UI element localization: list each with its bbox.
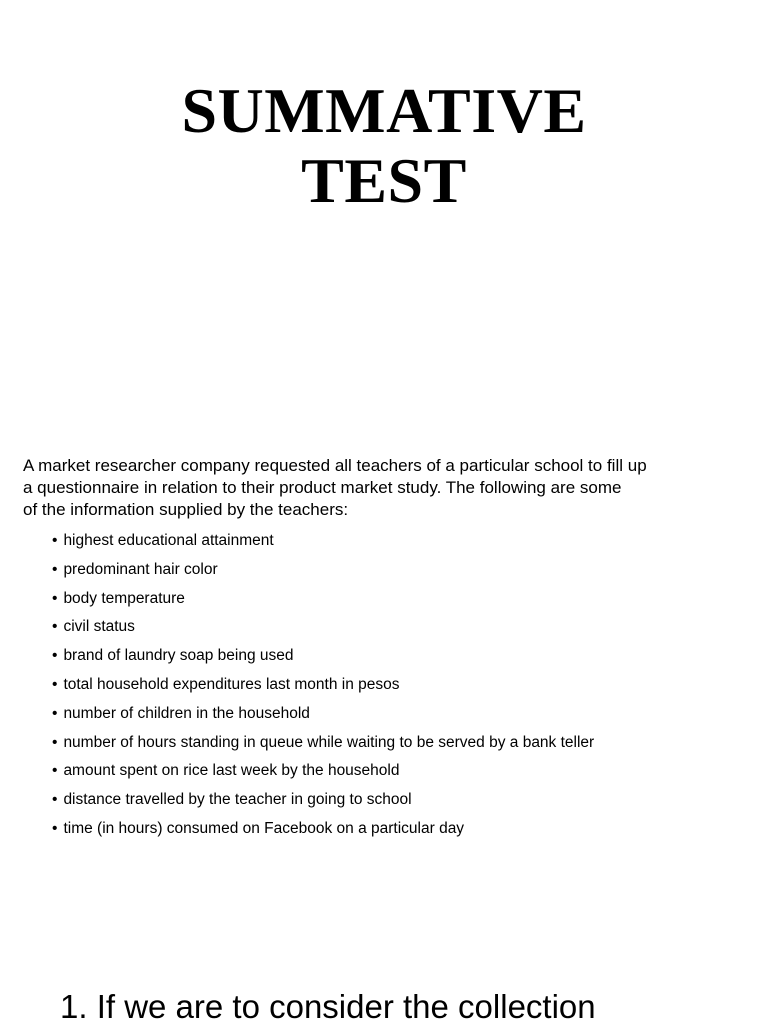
title-line-2: TEST <box>301 145 467 216</box>
question-text: 1. If we are to consider the collection <box>60 988 596 1025</box>
list-item: • civil status <box>52 617 594 646</box>
list-item: • predominant hair color <box>52 560 594 589</box>
intro-paragraph: A market researcher company requested all teachers of a particular school to fill up a questionnaire in relation to their product market study. The following are some of the information supplied by the teachers: <box>23 456 647 519</box>
list-item: • time (in hours) consumed on Facebook on a particular day <box>52 819 594 848</box>
list-item: • amount spent on rice last week by the household <box>52 761 594 790</box>
list-item: • number of children in the household <box>52 704 594 733</box>
list-item: • brand of laundry soap being used <box>52 646 594 675</box>
list-item: • highest educational attainment <box>52 531 594 560</box>
information-list <box>52 531 594 848</box>
list-item: • body temperature <box>52 589 594 618</box>
list-item: • distance travelled by the teacher in going to school <box>52 790 594 819</box>
title-line-1: SUMMATIVE <box>181 75 587 146</box>
page-title <box>0 76 768 216</box>
list-item: • total household expenditures last month in pesos <box>52 675 594 704</box>
list-item: • number of hours standing in queue while waiting to be served by a bank teller <box>52 733 594 762</box>
